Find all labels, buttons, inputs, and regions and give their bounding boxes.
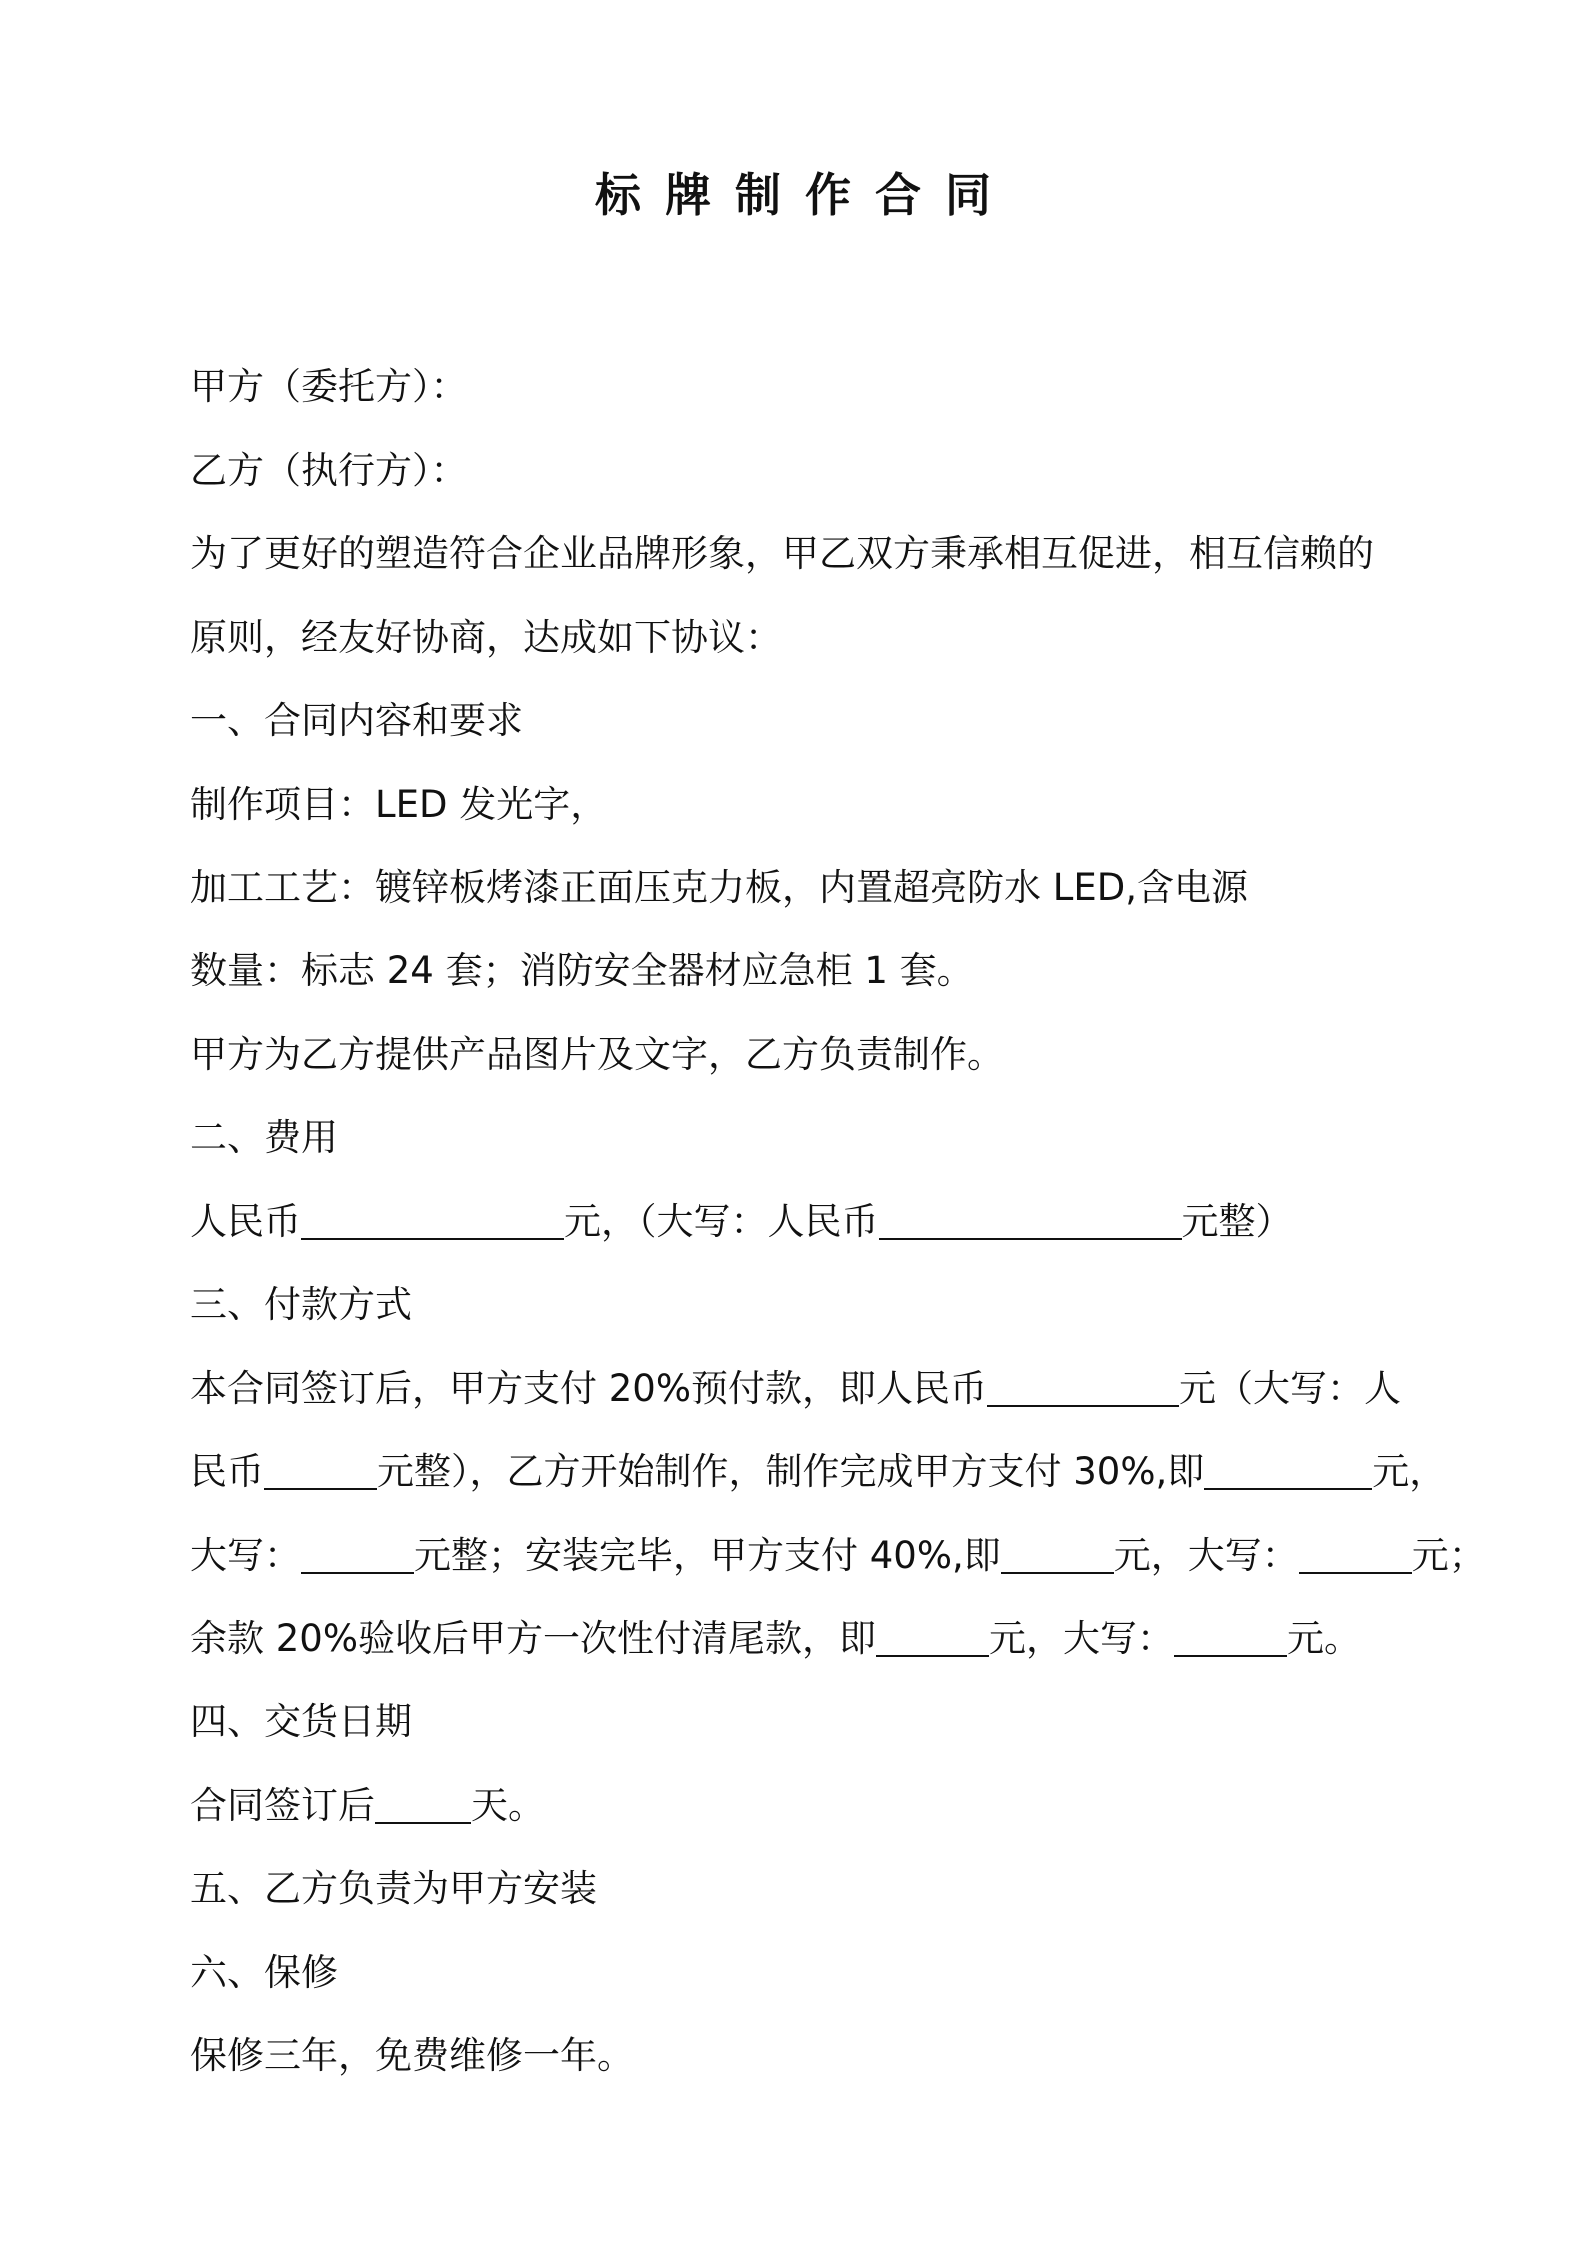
installation-payment-blank (1001, 1532, 1114, 1574)
final-payment-blank (876, 1615, 989, 1657)
delivery-text-1: 合同签订后 (190, 1784, 375, 1827)
fee-text-1: 人民币 (190, 1200, 301, 1243)
payment-3-text-2: 元整；安装完毕，甲方支付 40%,即 (414, 1534, 1001, 1577)
payment-line-4 (190, 1614, 1361, 1664)
section-6-heading: 六、保修 (190, 1951, 338, 1994)
payment-1-text-1: 本合同签订后，甲方支付 20%预付款，即人民币 (190, 1367, 987, 1410)
section-4-heading: 四、交货日期 (190, 1700, 412, 1743)
processing-technique: 加工工艺：镀锌板烤漆正面压克力板，内置超亮防水 LED,含电源 (190, 866, 1249, 909)
payment-3-text-3: 元，大写： (1113, 1534, 1299, 1577)
intro-line-1: 为了更好的塑造符合企业品牌形象，甲乙双方秉承相互促进，相互信赖的 (190, 532, 1374, 575)
payment-4-text-2: 元，大写： (989, 1617, 1174, 1660)
party-b-label: 乙方（执行方）： (190, 449, 468, 492)
payment-2-text-3: 元， (1372, 1450, 1447, 1493)
fee-amount-blank (301, 1198, 564, 1240)
fee-text-3: 元整） (1181, 1200, 1293, 1243)
fee-line (190, 1197, 1293, 1247)
delivery-days-blank (375, 1782, 471, 1824)
quantity-line: 数量：标志 24 套；消防安全器材应急柜 1 套。 (190, 949, 974, 992)
payment-line-3 (190, 1531, 1486, 1581)
production-uppercase-blank (301, 1532, 414, 1574)
payment-4-text-1: 余款 20%验收后甲方一次性付清尾款，即 (190, 1617, 876, 1660)
page-title: 标牌制作合同 (595, 168, 1015, 222)
party-a-label: 甲方（委托方）： (190, 365, 468, 408)
payment-4-text-3: 元。 (1287, 1617, 1361, 1660)
delivery-line (190, 1781, 545, 1831)
payment-line-2 (190, 1447, 1446, 1497)
delivery-text-2: 天。 (471, 1784, 545, 1827)
section-5-heading: 五、乙方负责为甲方安装 (190, 1867, 597, 1910)
warranty-line: 保修三年，免费维修一年。 (190, 2034, 634, 2077)
payment-2-text-1: 民币 (190, 1450, 264, 1493)
payment-2-text-2: 元整），乙方开始制作，制作完成甲方支付 30%,即 (377, 1450, 1205, 1493)
payment-line-1 (190, 1364, 1401, 1414)
payment-1-text-2: 元（大写：人 (1179, 1367, 1401, 1410)
production-payment-blank (1204, 1448, 1372, 1490)
final-uppercase-blank (1174, 1615, 1287, 1657)
section-1-heading: 一、合同内容和要求 (190, 699, 523, 742)
supply-line: 甲方为乙方提供产品图片及文字，乙方负责制作。 (190, 1033, 1004, 1076)
payment-3-text-4: 元； (1411, 1534, 1486, 1577)
fee-text-2: 元，（大写：人民币 (564, 1200, 879, 1243)
payment-3-text-1: 大写： (190, 1534, 301, 1577)
prepayment-uppercase-blank (264, 1448, 377, 1490)
installation-uppercase-blank (1299, 1532, 1412, 1574)
section-3-heading: 三、付款方式 (190, 1283, 412, 1326)
production-item: 制作项目：LED 发光字， (190, 783, 608, 826)
section-2-heading: 二、费用 (190, 1116, 338, 1159)
prepayment-amount-blank (987, 1365, 1179, 1407)
fee-uppercase-blank (879, 1198, 1182, 1240)
intro-line-2: 原则，经友好协商，达成如下协议： (190, 616, 782, 659)
